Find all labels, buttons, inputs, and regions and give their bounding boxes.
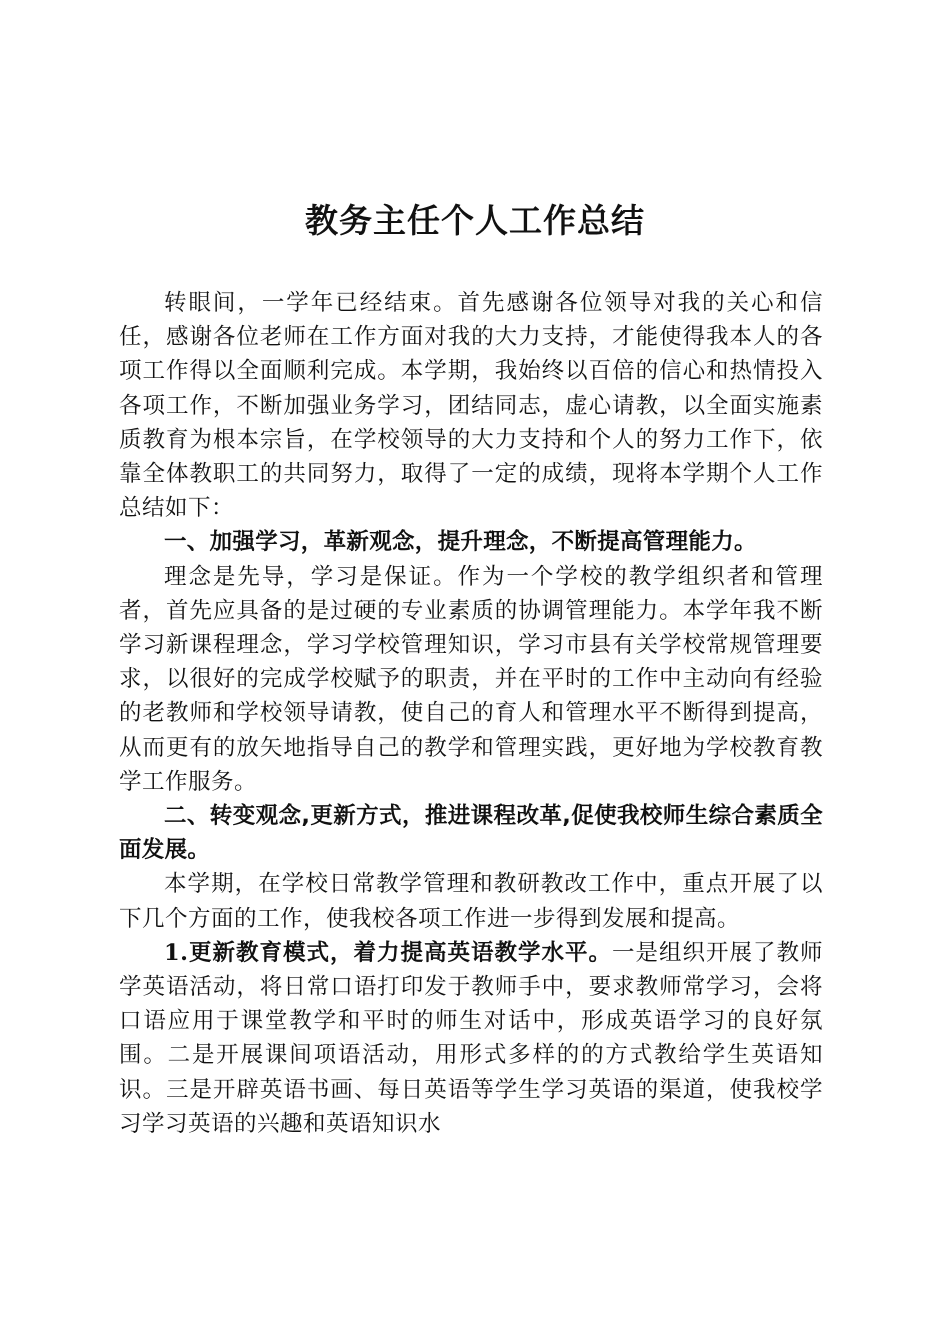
intro-paragraph: 转眼间，一学年已经结束。首先感谢各位领导对我的关心和信任，感谢各位老师在工作方面对我的大力支持，才能使得我本人的各项工作得以全面顺利完成。本学期，我始终以百倍的信心和热情投入各项工作，不断加强业务学习，团结同志，虚心请教，以全面实施素质教育为根本宗旨，在学校领导的大力支持和个人的努力工作下，依靠全体教职工的共同努力，取得了一定的成绩，现将本学期个人工作总结如下： xyxy=(119,290,823,522)
document-body xyxy=(119,286,823,1141)
item-1-paragraph xyxy=(119,936,823,1141)
document-title: 教务主任个人工作总结 xyxy=(305,201,645,240)
section-2-paragraph: 本学期，在学校日常教学管理和教研教改工作中，重点开展了以下几个方面的工作，使我校各项工作进一步得到发展和提高。 xyxy=(119,871,823,932)
section-1-paragraph: 理念是先导，学习是保证。作为一个学校的教学组织者和管理者，首先应具备的是过硬的专业素质的协调管理能力。本学年我不断学习新课程理念，学习学校管理知识，学习市县有关学校常规管理要求，以很好的完成学校赋予的职责，并在平时的工作中主动向有经验的老教师和学校领导请教，使自己的育人和管理水平不断得到提高，从而更有的放矢地指导自己的教学和管理实践，更好地为学校教育教学工作服务。 xyxy=(119,563,823,795)
item-1-text: 一是组织开展了教师学英语活动，将日常口语打印发于教师手中，要求教师常学习，会将口语应用于课堂教学和平时的师生对话中，形成英语学习的良好氛围。二是开展课间项语活动，用形式多样的的方式教给学生英语知识。三是开辟英语书画、每日英语等学生学习英语的渠道，使我校学习学习英语的兴趣和英语知识水 xyxy=(119,939,823,1137)
section-heading-1: 一、加强学习，革新观念，提升理念，不断提高管理能力。 xyxy=(164,529,757,556)
section-heading-2: 二、转变观念,更新方式，推进课程改革,促使我校师生综合素质全面发展。 xyxy=(119,803,823,864)
item-1-lead: 1.更新教育模式，着力提高英语教学水平。 xyxy=(164,939,612,966)
